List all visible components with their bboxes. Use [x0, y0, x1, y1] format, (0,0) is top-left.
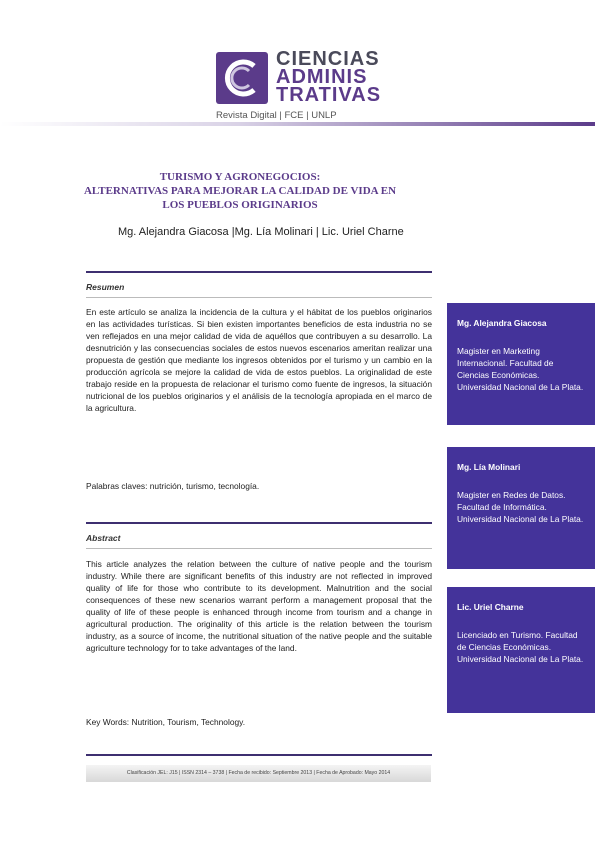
author-box-name: Lic. Uriel Charne	[457, 602, 524, 612]
journal-logo-text	[276, 50, 381, 104]
journal-logo-mark	[216, 52, 268, 104]
section-rule-thin	[86, 297, 432, 298]
logo-subtitle: Revista Digital | FCE | UNLP	[216, 110, 337, 121]
logo-line-1: CIENCIAS	[276, 48, 380, 70]
author-box-desc: Magister en Redes de Datos. Facultad de Informática. Universidad Nacional de La Plata.	[457, 490, 584, 524]
resumen-heading: Resumen	[86, 282, 125, 292]
author-box-name: Mg. Alejandra Giacosa	[457, 318, 547, 328]
abstract-heading: Abstract	[86, 533, 121, 543]
article-title	[80, 170, 400, 212]
resumen-body: En este artículo se analiza la incidencia de la cultura y el hábitat de los pueblos originarios en las actividades turísticas. Si bien existen importantes beneficios de esta industria no se ven reflejados en una mejor calidad de vida de aquéllos que contribuyen a su desarrollo. La desnutrición y las consecuencias sociales de estos nuevos escenarios ameritan realizar una propuesta de gestión que mediante los ingresos obtenidos por el turismo y un cambio en la producción agrícola se mejore la calidad de vida de estos pueblos. La originalidad de este trabajo reside en la propuesta de relacionar el turismo como fuente de ingresos, la situación nutricional de los pueblos originarios y el análisis de la tecnología apropiada en el marco de la agricultura.	[86, 307, 432, 413]
author-box-giacosa	[447, 303, 595, 425]
abstract-keywords: Key Words: Nutrition, Tourism, Technology.	[86, 717, 246, 727]
author-box-desc: Magister en Marketing Internacional. Facultad de Ciencias Económicas. Universidad Nacional de La Plata.	[457, 346, 584, 392]
abstract-body: This article analyzes the relation between the culture of native people and the tourism industry. While there are significant benefits of this industry are not reflected in improved quality of life for those who contribute to its development. Malnutrition and the social consequences of these new scenarios warrant perform a management proposal that the quality of life of these people is enhanced through income from tourism and a change in agricultural production. The originality of this article is the relation between the tourism industry, as a source of income, the nutritional situation of the native people and the suitable agriculture technology for to take advantages of the land.	[86, 559, 432, 653]
publication-footer: Clasificación JEL: J15 | ISSN 2314 – 3738 | Fecha de recibido: Septiembre 2013 | Fecha de Aprobado: Mayo 2014	[86, 765, 431, 782]
title-line-3: LOS PUEBLOS ORIGINARIOS	[162, 199, 318, 211]
article-authors: Mg. Alejandra Giacosa |Mg. Lía Molinari | Lic. Uriel Charne	[118, 226, 404, 238]
section-rule-thin	[86, 548, 432, 549]
author-box-desc: Licenciado en Turismo. Facultad de Ciencias Económicas. Universidad Nacional de La Plata.	[457, 630, 584, 664]
title-line-2: ALTERNATIVAS PARA MEJORAR LA CALIDAD DE VIDA EN	[83, 185, 397, 197]
section-rule	[86, 522, 432, 524]
author-box-name: Mg. Lía Molinari	[457, 462, 521, 472]
logo-line-3: TRATIVAS	[276, 84, 382, 106]
resumen-keywords: Palabras claves: nutrición, turismo, tecnología.	[86, 481, 260, 491]
title-line-1: TURISMO Y AGRONEGOCIOS:	[159, 171, 321, 183]
header-gradient-bar	[0, 122, 595, 126]
author-box-charne	[447, 587, 595, 713]
section-rule	[86, 271, 432, 273]
footer-rule	[86, 754, 432, 756]
logo-line-2: ADMINIS	[276, 66, 368, 88]
author-box-molinari	[447, 447, 595, 569]
